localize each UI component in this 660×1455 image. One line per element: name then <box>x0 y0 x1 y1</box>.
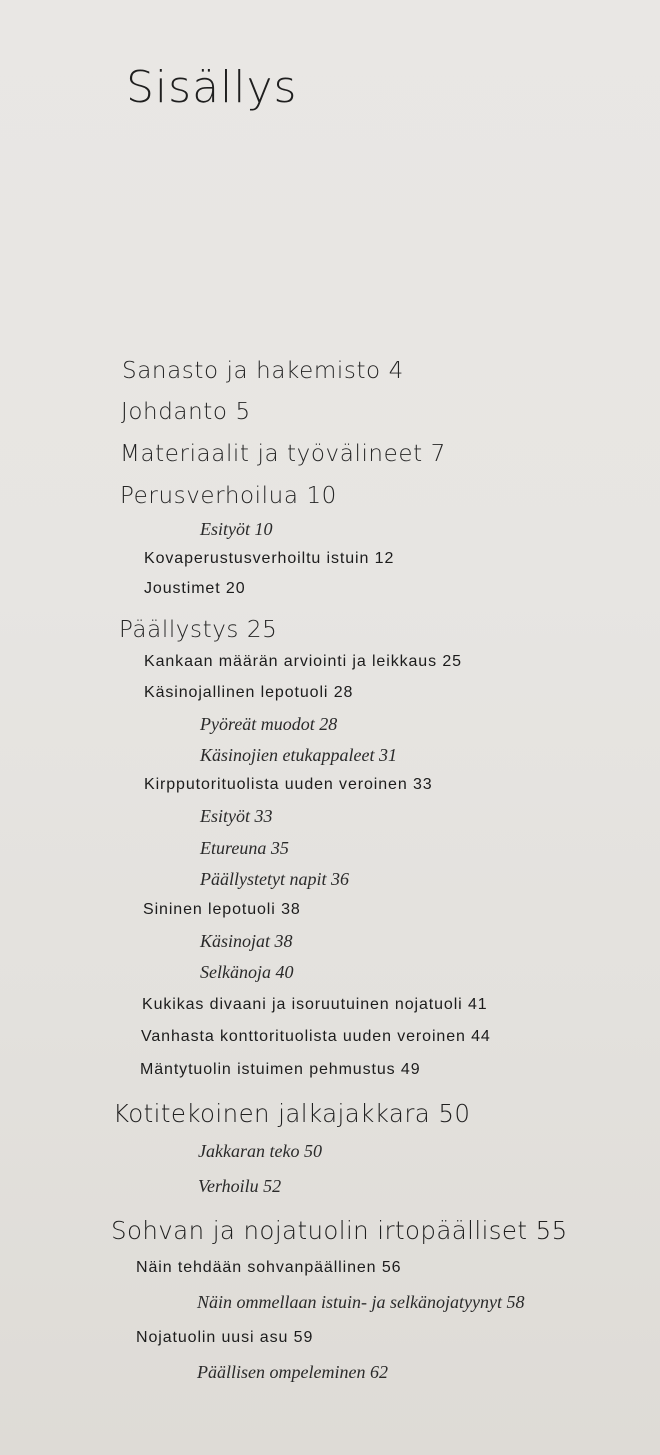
toc-subentry-kasinojien: Käsinojien etukappaleet 31 <box>200 745 397 765</box>
toc-subentry-esityot: Esityöt 10 <box>200 519 273 539</box>
toc-subentry-kasinojat: Käsinojat 38 <box>200 931 293 951</box>
toc-entry-jalkajakkara: Kotitekoinen jalkajakkara 50 <box>113 1099 471 1128</box>
toc-entry-irtopaalliset: Sohvan ja nojatuolin irtopäälliset 55 <box>111 1216 568 1245</box>
toc-subentry-esityot-2: Esityöt 33 <box>200 806 273 826</box>
toc-entry-vanhasta: Vanhasta konttorituolista uuden veroinen 44 <box>141 1028 491 1045</box>
toc-entry-kovaperustus: Kovaperustusverhoiltu istuin 12 <box>144 550 395 567</box>
page-title: Sisällys <box>126 62 298 113</box>
toc-subentry-verhoilu: Verhoilu 52 <box>198 1176 282 1196</box>
toc-entry-kirpputori: Kirpputorituolista uuden veroinen 33 <box>144 776 433 793</box>
toc-entry-paallystys: Päällystys 25 <box>119 617 278 643</box>
toc-subentry-napit: Päällystetyt napit 36 <box>200 869 349 889</box>
toc-subentry-selkanoja: Selkänoja 40 <box>200 962 294 982</box>
toc-subentry-etureuna: Etureuna 35 <box>200 838 289 858</box>
toc-entry-sininen: Sininen lepotuoli 38 <box>143 901 301 918</box>
toc-entry-mantytuolin: Mäntytuolin istuimen pehmustus 49 <box>140 1061 421 1078</box>
toc-subentry-jakkaran-teko: Jakkaran teko 50 <box>198 1141 322 1161</box>
toc-entry-johdanto: Johdanto 5 <box>121 399 251 425</box>
toc-entry-perusverhoilua: Perusverhoilua 10 <box>120 483 337 509</box>
toc-subentry-tyynyt: Näin ommellaan istuin- ja selkänojatyynyt 58 <box>197 1292 525 1312</box>
toc-entry-uusi-asu: Nojatuolin uusi asu 59 <box>136 1329 314 1346</box>
toc-entry-sanasto: Sanasto ja hakemisto 4 <box>122 358 404 384</box>
toc-entry-sohvanpaallinen: Näin tehdään sohvanpäällinen 56 <box>136 1259 402 1276</box>
toc-entry-kankaan-maara: Kankaan määrän arviointi ja leikkaus 25 <box>144 653 462 670</box>
toc-entry-materiaalit: Materiaalit ja työvälineet 7 <box>120 441 446 467</box>
toc-subentry-ompeleminen: Päällisen ompeleminen 62 <box>197 1362 388 1382</box>
toc-subentry-pyoreat: Pyöreät muodot 28 <box>200 714 338 734</box>
toc-entry-kukikas: Kukikas divaani ja isoruutuinen nojatuoli 41 <box>142 996 488 1013</box>
toc-entry-kasinojallinen: Käsinojallinen lepotuoli 28 <box>144 684 354 701</box>
toc-entry-joustimet: Joustimet 20 <box>144 580 246 597</box>
